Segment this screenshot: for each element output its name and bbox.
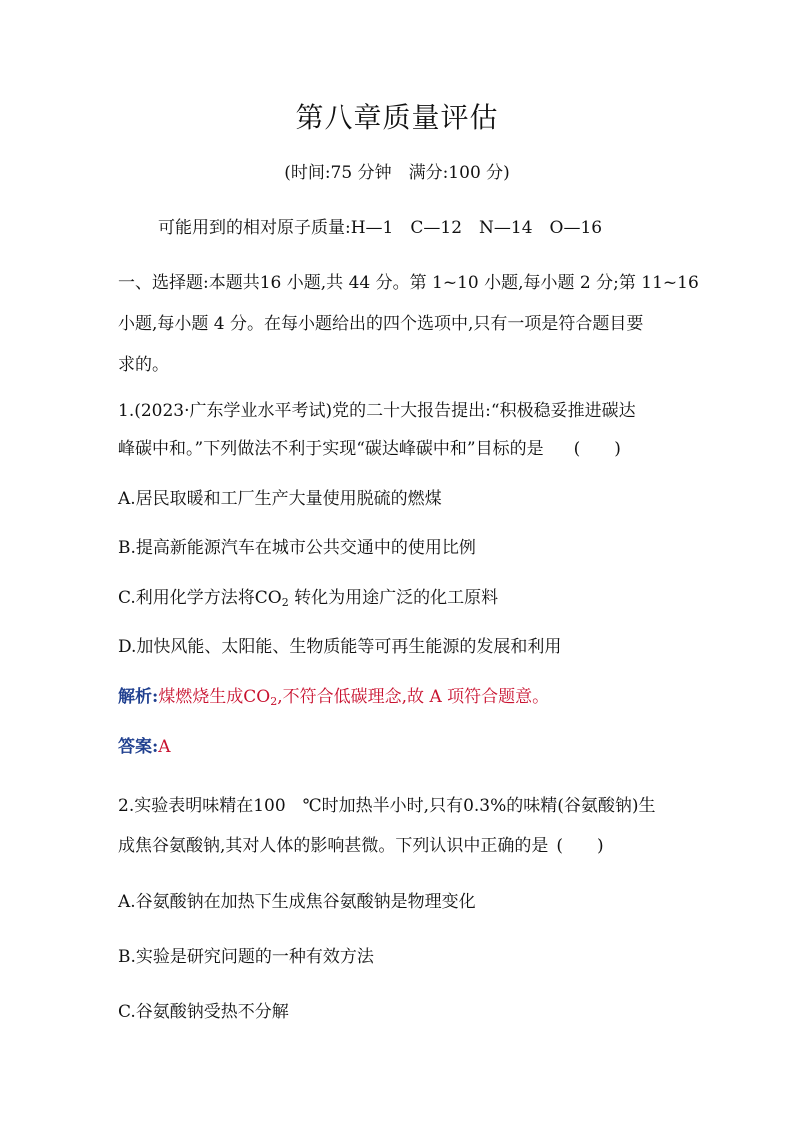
question-2-stem-end: 成焦谷氨酸钠,其对人体的影响甚微。下列认识中正确的是: [118, 836, 549, 856]
question-2-line-2: [118, 833, 688, 859]
question-2-option-a: A.谷氨酸钠在加热下生成焦谷氨酸钠是物理变化: [118, 892, 476, 912]
analysis-text-end: ,不符合低碳理念,故 A 项符合题意。: [277, 687, 550, 707]
atomic-masses-note: 可能用到的相对原子质量:H—1 C—12 N—14 O—16: [158, 218, 603, 238]
question-2-option-c: C.谷氨酸钠受热不分解: [118, 1002, 289, 1022]
question-1-option-b: B.提高新能源汽车在城市公共交通中的使用比例: [118, 538, 476, 558]
question-1-answer: [118, 734, 688, 760]
question-1-answer-blank: ( ): [573, 439, 621, 459]
page-title: 第八章质量评估: [295, 101, 499, 134]
co2-subscript: 2: [281, 596, 289, 609]
question-1-option-c: [118, 585, 688, 611]
answer-value: A: [158, 737, 171, 757]
section-instructions-line-2: 小题,每小题 4 分。在每小题给出的四个选项中,只有一项是符合题目要: [118, 314, 644, 334]
analysis-label: 解析:: [118, 687, 159, 707]
section-instructions-line-1: 一、选择题:本题共16 小题,共 44 分。第 1~10 小题,每小题 2 分;第 11~16: [118, 273, 699, 293]
answer-label: 答案:: [118, 737, 159, 757]
section-instructions-line-3: 求的。: [118, 355, 169, 375]
question-2-option-b: B.实验是研究问题的一种有效方法: [118, 947, 374, 967]
page-subtitle: (时间:75 分钟 满分:100 分): [284, 163, 510, 183]
question-1-line-2: [118, 436, 688, 462]
analysis-co2-subscript: 2: [270, 695, 278, 708]
question-2-line-1: 2.实验表明味精在100 ℃时加热半小时,只有0.3%的味精(谷氨酸钠)生: [118, 796, 656, 816]
question-1-option-d: D.加快风能、太阳能、生物质能等可再生能源的发展和利用: [118, 637, 562, 657]
analysis-text-start: 煤燃烧生成CO: [158, 687, 271, 707]
question-1-option-a: A.居民取暖和工厂生产大量使用脱硫的燃煤: [118, 489, 442, 509]
question-2-answer-blank: ( ): [556, 836, 604, 856]
question-1-stem-end: 峰碳中和。”下列做法不利于实现“碳达峰碳中和”目标的是: [118, 439, 544, 459]
question-1-line-1: 1.(2023·广东学业水平考试)党的二十大报告提出:“积极稳妥推进碳达: [118, 401, 636, 421]
question-1-analysis: [118, 684, 688, 710]
option-c-text-end: 转化为用途广泛的化工原料: [288, 588, 499, 608]
option-c-text-start: C.利用化学方法将CO: [118, 588, 282, 608]
